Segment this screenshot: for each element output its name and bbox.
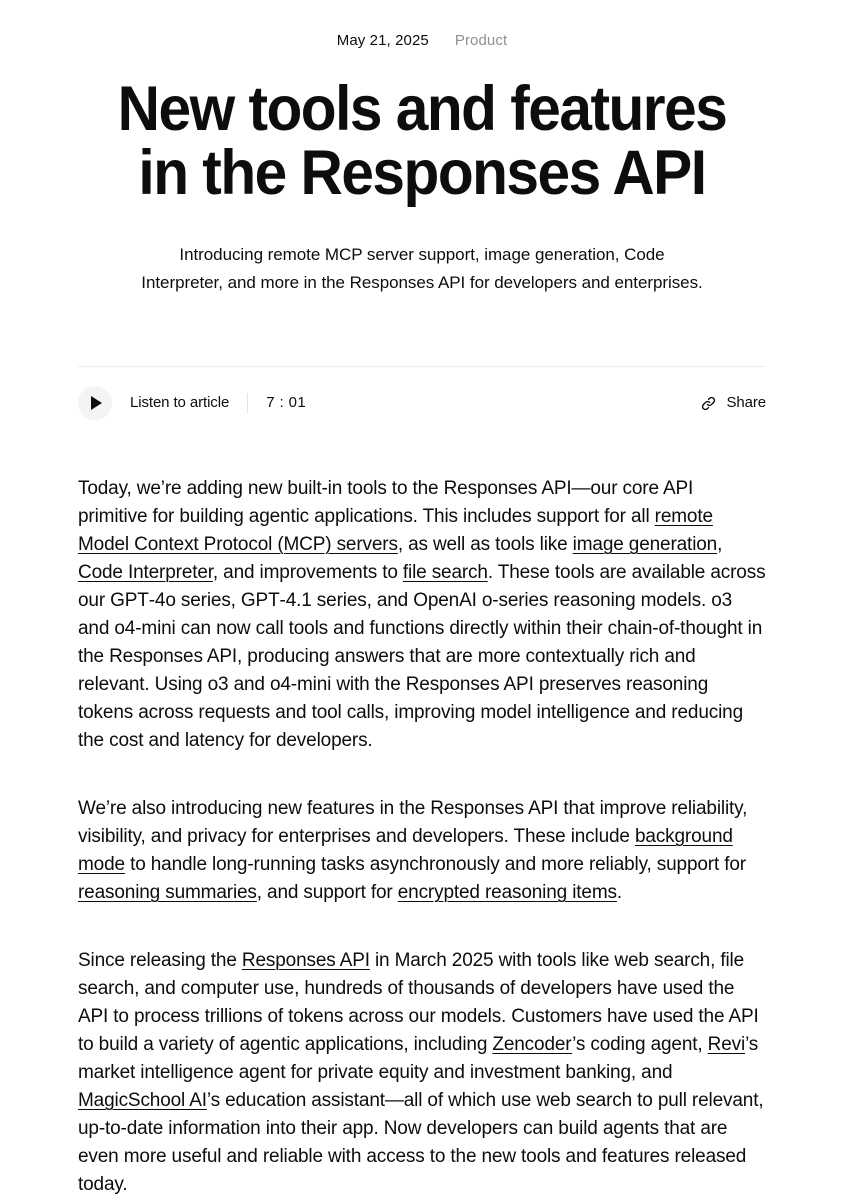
- share-button[interactable]: [700, 393, 766, 413]
- paragraph-3: [78, 947, 766, 1199]
- page-title-line-1: New tools and features: [117, 74, 727, 144]
- p3-text-4: ’s market intelligence agent for private equity and investment banking, and: [78, 1034, 759, 1083]
- p1-text-3: ,: [717, 534, 723, 555]
- page-subtitle-line-2: Interpreter, and more in the Responses API for developers and enterprises.: [141, 273, 703, 292]
- link-magicschool-ai[interactable]: MagicSchool AI: [78, 1090, 207, 1111]
- paragraph-1: [78, 475, 766, 755]
- link-reasoning-summaries[interactable]: reasoning summaries: [78, 882, 257, 903]
- article-body: [78, 439, 766, 1199]
- p3-text-3: ’s coding agent,: [572, 1034, 708, 1055]
- link-revi[interactable]: Revi: [707, 1034, 746, 1055]
- article-meta: [0, 0, 844, 52]
- audio-duration: 7 : 01: [266, 394, 307, 411]
- p2-text-3: , and support for: [256, 882, 398, 903]
- link-code-interpreter[interactable]: Code Interpreter: [78, 562, 213, 583]
- p3-text-2: in March 2025 with tools like web search, file search, and computer use, hundreds of thousands of developers have used the API to process trillions of tokens across our models. Customers have used the API to build a variety of agentic applications, including: [78, 950, 759, 1055]
- p2-text-1: We’re also introducing new features in the Responses API that improve reliability, visibility, and privacy for enterprises and developers. These include: [78, 798, 748, 847]
- link-responses-api[interactable]: Responses API: [241, 950, 370, 971]
- audio-player-section: [78, 366, 766, 439]
- publish-date: May 21, 2025: [336, 32, 429, 49]
- p3-text-5: ’s education assistant—all of which use web search to pull relevant, up‑to‑date information into their app. Now developers can build agents that are even more useful and reliable with access to the new tools and features released today.: [78, 1090, 764, 1195]
- share-label: Share: [726, 394, 766, 411]
- category-label[interactable]: Product: [454, 32, 508, 49]
- p2-text-4: .: [616, 882, 622, 903]
- p2-text-2: to handle long‑running tasks asynchronously and more reliably, support for: [124, 854, 746, 875]
- link-icon: [700, 395, 717, 412]
- p1-text-1: Today, we’re adding new built-in tools to the Responses API—our core API primitive for building agentic applications. This includes support for all: [78, 478, 694, 527]
- page-title-line-2: in the Responses API: [138, 138, 706, 208]
- link-remote-mcp-servers[interactable]: remote Model Context Protocol (MCP) servers: [78, 506, 713, 555]
- page-subtitle: [132, 241, 712, 297]
- audio-player-controls: [78, 386, 306, 420]
- link-encrypted-reasoning-items[interactable]: encrypted reasoning items: [397, 882, 617, 903]
- p1-text-5: . These tools are available across our GPT‑4o series, GPT‑4.1 series, and OpenAI o‑series reasoning models. o3 and o4‑mini can now call tools and functions directly within their chain‑of‑thought in the Responses API, producing answers that are more contextually rich and relevant. Using o3 and o4‑mini with the Responses API preserves reasoning tokens across requests and tool calls, improving model intelligence and reducing the cost and latency for developers.: [78, 562, 766, 751]
- play-icon: [91, 396, 102, 410]
- p3-text-1: Since releasing the: [78, 950, 242, 971]
- link-image-generation[interactable]: image generation: [572, 534, 718, 555]
- link-background-mode[interactable]: background mode: [78, 826, 733, 875]
- link-zencoder[interactable]: Zencoder: [492, 1034, 573, 1055]
- paragraph-2: [78, 795, 766, 907]
- play-button[interactable]: [78, 386, 112, 420]
- listen-to-article-label[interactable]: Listen to article: [130, 394, 230, 411]
- page-subtitle-line-1: Introducing remote MCP server support, image generation, Code: [179, 245, 665, 264]
- vertical-divider: [247, 393, 248, 413]
- link-file-search[interactable]: file search: [402, 562, 488, 583]
- audio-player-bar: [78, 367, 766, 439]
- page-title: [97, 74, 748, 208]
- p1-text-2: , as well as tools like: [397, 534, 573, 555]
- p1-text-4: , and improvements to: [212, 562, 403, 583]
